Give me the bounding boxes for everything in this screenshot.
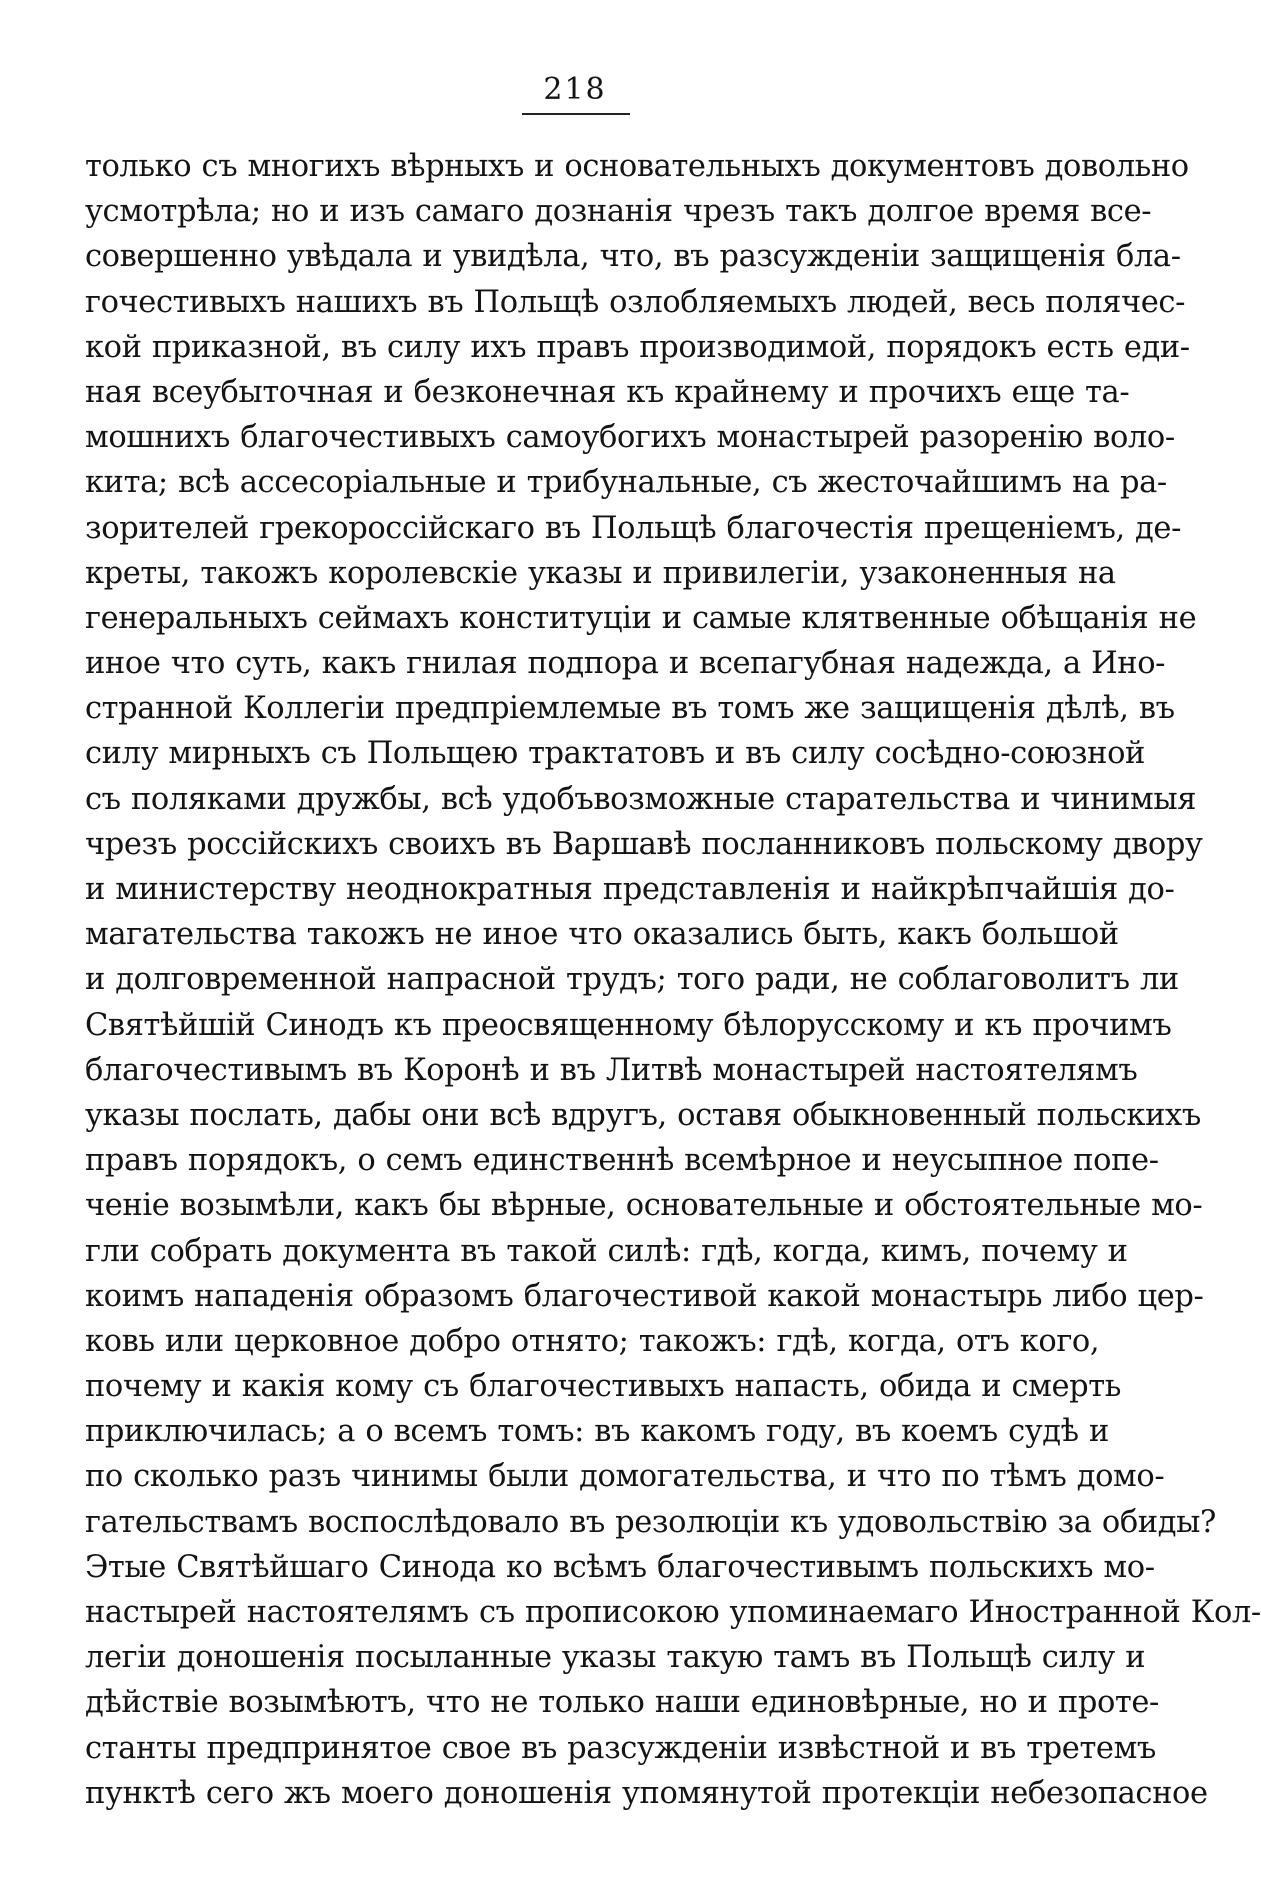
text-line: гательствамъ воспослѣдовало въ резолюціи къ удовольствію за обиды? [85, 1504, 1216, 1540]
text-line: съ поляками дружбы, всѣ удобъвозможные старательства и чинимыя [85, 781, 1197, 817]
text-line: кита; всѣ ассесоріальные и трибунальные, съ жесточайшимъ на ра- [85, 465, 1167, 501]
text-line: ковь или церковное добро отнято; такожъ: гдѣ, когда, отъ кого, [85, 1323, 1100, 1359]
text-line: Этые Святѣйшаго Синода ко всѣмъ благочестивымъ польскихъ мо- [85, 1549, 1155, 1585]
text-line: пунктѣ сего жъ моего доношенія упомянутой протекціи небезопасное [85, 1775, 1208, 1811]
text-line: ная всеубыточная и безконечная къ крайнему и прочихъ еще та- [85, 374, 1130, 410]
text-line: силу мирныхъ съ Польщею трактатовъ и въ силу сосѣдно-союзной [85, 736, 1145, 772]
text-line: станты предпринятое свое въ разсужденіи извѣстной и въ третемъ [85, 1730, 1156, 1766]
text-line: приключилась; а о всемъ томъ: въ какомъ году, въ коемъ судѣ и [85, 1414, 1109, 1450]
text-line: странной Коллегіи предпріемлемые въ томъ же защищенія дѣлѣ, въ [85, 691, 1175, 727]
text-line: гли собрать документа въ такой силѣ: гдѣ, когда, кимъ, почему и [85, 1233, 1128, 1269]
text-line: правъ порядокъ, о семъ единственнѣ всемѣрное и неусыпное попе- [85, 1143, 1159, 1179]
body-text [85, 144, 1261, 1816]
page-number-rule [522, 113, 630, 115]
text-line: Святѣйшій Синодъ къ преосвященному бѣлорусскому и къ прочимъ [85, 1007, 1172, 1043]
text-line: совершенно увѣдала и увидѣла, что, въ разсужденіи защищенія бла- [85, 239, 1181, 275]
text-line: зорителей грекороссійскаго въ Польщѣ благочестія прещеніемъ, де- [85, 510, 1181, 546]
text-line: мошнихъ благочестивыхъ самоубогихъ монастырей разоренію воло- [85, 420, 1175, 456]
text-line: ченіе возымѣли, какъ бы вѣрные, основательные и обстоятельные мо- [85, 1188, 1203, 1224]
text-line: усмотрѣла; но и изъ самаго дознанія чрезъ такъ долгое время все- [85, 194, 1152, 230]
text-line: по сколько разъ чинимы были домогательства, и что по тѣмъ домо- [85, 1459, 1165, 1495]
text-line: благочестивымъ въ Коронѣ и въ Литвѣ монастырей настоятелямъ [85, 1052, 1138, 1088]
text-line: указы послать, дабы они всѣ вдругъ, оставя обыкновенный польскихъ [85, 1097, 1201, 1133]
text-line: коимъ нападенія образомъ благочестивой какой монастырь либо цер- [85, 1278, 1204, 1314]
text-line: магательства такожъ не иное что оказались быть, какъ большой [85, 917, 1119, 953]
text-line: легіи доношенія посыланные указы такую тамъ въ Польщѣ силу и [85, 1640, 1146, 1676]
text-line: чрезъ россійскихъ своихъ въ Варшавѣ посланниковъ польскому двору [85, 826, 1203, 862]
text-line: только съ многихъ вѣрныхъ и основательныхъ документовъ довольно [85, 149, 1189, 184]
text-line: дѣйствіе возымѣютъ, что не только наши единовѣрные, но и проте- [85, 1685, 1159, 1721]
text-line: гочестивыхъ нашихъ въ Польщѣ озлобляемыхъ людей, весь полячес- [85, 284, 1185, 320]
page-number: 218 [543, 72, 607, 107]
text-line: иное что суть, какъ гнилая подпора и всепагубная надежда, а Ино- [85, 646, 1166, 682]
text-line: настырей настоятелямъ съ прописокою упоминаемаго Иностранной Кол- [85, 1595, 1261, 1630]
text-line: и министерству неоднократныя представленія и найкрѣпчайшія до- [85, 872, 1175, 907]
text-line: кой приказной, въ силу ихъ правъ производимой, порядокъ есть еди- [85, 329, 1190, 365]
text-line: почему и какія кому съ благочестивыхъ напасть, обида и смерть [85, 1369, 1121, 1405]
text-line: и долговременной напрасной трудъ; того ради, не соблаговолитъ ли [85, 962, 1179, 998]
text-line: креты, такожъ королевскіе указы и привилегіи, узаконенныя на [85, 555, 1116, 591]
text-line: генеральныхъ сеймахъ конституціи и самые клятвенные обѣщанія не [85, 600, 1197, 636]
